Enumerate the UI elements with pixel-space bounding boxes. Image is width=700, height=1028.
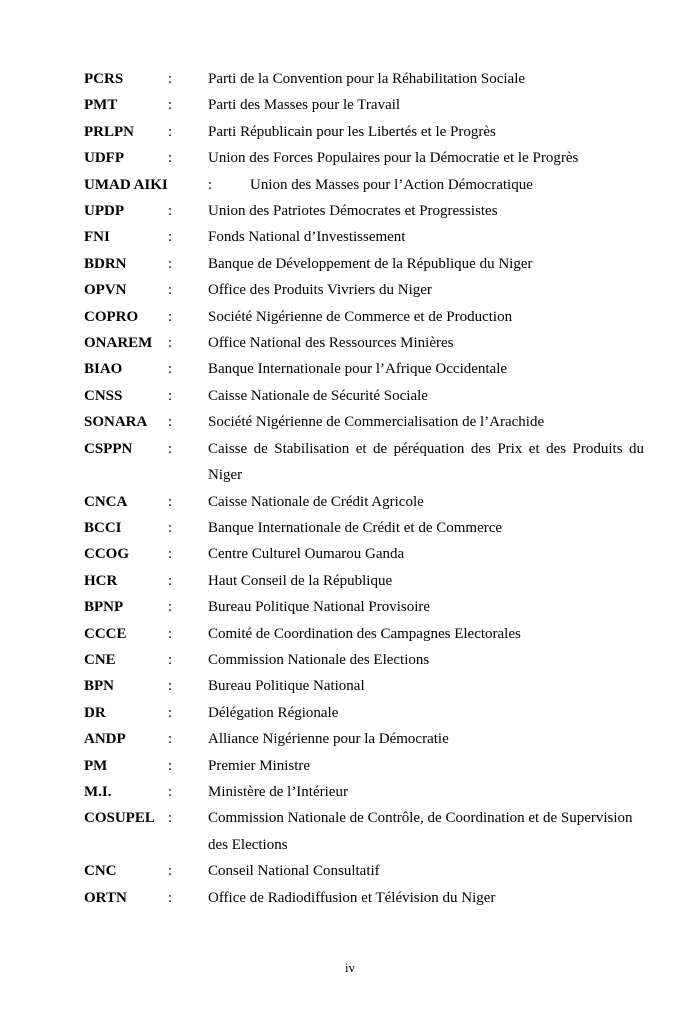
abbreviation: SONARA [84, 414, 148, 431]
separator: : [168, 308, 173, 325]
abbreviation-row [84, 383, 644, 409]
definition: Haut Conseil de la République [208, 572, 393, 589]
abbreviation: HCR [84, 572, 118, 589]
definition: Banque Internationale de Crédit et de Commerce [208, 519, 503, 536]
abbreviation-row [84, 145, 644, 171]
separator: : [168, 757, 173, 774]
abbreviation: PM [84, 757, 108, 774]
abbreviation: CSPPN [84, 440, 133, 457]
abbreviation: COSUPEL [84, 810, 155, 827]
definition: Parti de la Convention pour la Réhabilitation Sociale [208, 71, 526, 87]
abbreviation: UMAD AIKI [84, 176, 168, 193]
definition: Caisse de Stabilisation et de péréquation des Prix et des Produits du Niger [208, 440, 644, 484]
abbreviation-row [84, 409, 644, 435]
abbreviation-row [84, 594, 644, 620]
abbreviation: ORTN [84, 889, 127, 906]
separator: : [168, 255, 173, 272]
abbreviation-row [84, 779, 644, 805]
separator: : [168, 704, 173, 721]
abbreviation-row [84, 251, 644, 277]
abbreviation-row [84, 858, 644, 884]
abbreviation: BPN [84, 678, 114, 695]
separator: : [168, 361, 173, 378]
separator: : [168, 335, 173, 352]
definition: Bureau Politique National [208, 678, 365, 695]
abbreviation-row [84, 726, 644, 752]
separator: : [168, 651, 173, 668]
abbreviation: M.I. [84, 783, 112, 800]
abbreviation: BIAO [84, 361, 123, 378]
abbreviation-row [84, 515, 644, 541]
definition: Parti des Masses pour le Travail [208, 97, 401, 114]
separator: : [168, 229, 173, 246]
separator: : [168, 863, 173, 880]
separator: : [168, 889, 173, 906]
definition: Délégation Régionale [208, 704, 339, 721]
abbreviation-row [84, 172, 644, 198]
abbreviation: FNI [84, 229, 110, 246]
separator: : [168, 810, 173, 827]
definition: Alliance Nigérienne pour la Démocratie [208, 731, 449, 748]
separator: : [168, 572, 173, 589]
separator: : [168, 150, 173, 167]
abbreviation-row [84, 224, 644, 250]
abbreviation: PMT [84, 97, 118, 114]
abbreviation-row [84, 330, 644, 356]
separator: : [168, 282, 173, 299]
definition: Caisse Nationale de Crédit Agricole [208, 493, 424, 510]
abbreviation-row [84, 304, 644, 330]
abbreviation: BDRN [84, 255, 127, 272]
separator: : [168, 519, 173, 536]
abbreviation: UPDP [84, 203, 124, 220]
separator: : [168, 625, 173, 642]
definition: Banque Internationale pour l’Afrique Occidentale [208, 361, 508, 378]
abbreviation-row [84, 198, 644, 224]
abbreviation: OPVN [84, 282, 127, 299]
definition: Commission Nationale des Elections [208, 651, 430, 668]
definition: Union des Forces Populaires pour la Démocratie et le Progrès [208, 150, 579, 167]
separator: : [168, 71, 173, 87]
definition: Ministère de l’Intérieur [208, 783, 348, 800]
abbreviation-row [84, 647, 644, 673]
abbreviation-row [84, 489, 644, 515]
definition: Union des Patriotes Démocrates et Progressistes [208, 203, 498, 220]
abbreviation: UDFP [84, 150, 124, 167]
abbreviation-row [84, 805, 644, 858]
definition: Union des Masses pour l’Action Démocratique [250, 176, 533, 193]
separator: : [168, 123, 173, 140]
abbreviation-row [84, 541, 644, 567]
abbreviation-row [84, 753, 644, 779]
definition: Parti Républicain pour les Libertés et le Progrès [208, 123, 496, 140]
definition: Banque de Développement de la République du Niger [208, 255, 533, 272]
page-number: iv [344, 960, 356, 975]
abbreviation: BCCI [84, 519, 122, 536]
definition: Centre Culturel Oumarou Ganda [208, 546, 405, 563]
abbreviation: DR [84, 704, 106, 721]
abbreviation: BPNP [84, 599, 124, 616]
abbreviation-row [84, 92, 644, 118]
separator: : [168, 731, 173, 748]
abbreviation: CNE [84, 651, 116, 668]
separator: : [168, 414, 173, 431]
definition: Fonds National d’Investissement [208, 229, 406, 246]
abbreviation: CNC [84, 863, 117, 880]
separator: : [168, 440, 173, 457]
abbreviation: CCOG [84, 546, 129, 563]
definition: Office National des Ressources Minières [208, 335, 454, 352]
definition: Premier Ministre [208, 757, 311, 774]
separator: : [168, 203, 173, 220]
abbreviation-list [84, 66, 644, 911]
abbreviation: CCCE [84, 625, 127, 642]
abbreviation-row [84, 700, 644, 726]
definition: Office des Produits Vivriers du Niger [208, 282, 432, 299]
abbreviation-row [84, 277, 644, 303]
separator: : [168, 387, 173, 404]
definition: Caisse Nationale de Sécurité Sociale [208, 387, 428, 404]
abbreviation-row [84, 356, 644, 382]
abbreviation-row [84, 673, 644, 699]
definition: Commission Nationale de Contrôle, de Coordination et de Supervision des Elections [208, 810, 644, 853]
definition: Bureau Politique National Provisoire [208, 599, 431, 616]
separator: : [168, 493, 173, 510]
definition: Société Nigérienne de Commerce et de Production [208, 308, 513, 325]
abbreviation: PRLPN [84, 123, 134, 140]
abbreviation: ANDP [84, 731, 126, 748]
definition: Comité de Coordination des Campagnes Electorales [208, 625, 521, 642]
abbreviation-row [84, 885, 644, 911]
separator: : [168, 546, 173, 563]
separator: : [168, 599, 173, 616]
abbreviation-row [84, 119, 644, 145]
separator: : [168, 783, 173, 800]
abbreviation: PCRS [84, 71, 124, 87]
abbreviation-row [84, 568, 644, 594]
definition: Société Nigérienne de Commercialisation de l’Arachide [208, 414, 545, 431]
separator: : [208, 176, 213, 193]
definition: Office de Radiodiffusion et Télévision du Niger [208, 889, 496, 906]
abbreviation: CNCA [84, 493, 128, 510]
abbreviation-row [84, 436, 644, 489]
abbreviation: COPRO [84, 308, 139, 325]
definition: Conseil National Consultatif [208, 863, 380, 880]
separator: : [168, 97, 173, 114]
separator: : [168, 678, 173, 695]
abbreviation: CNSS [84, 387, 123, 404]
abbreviation-row [84, 66, 644, 92]
abbreviation-row [84, 621, 644, 647]
abbreviation: ONAREM [84, 335, 153, 352]
